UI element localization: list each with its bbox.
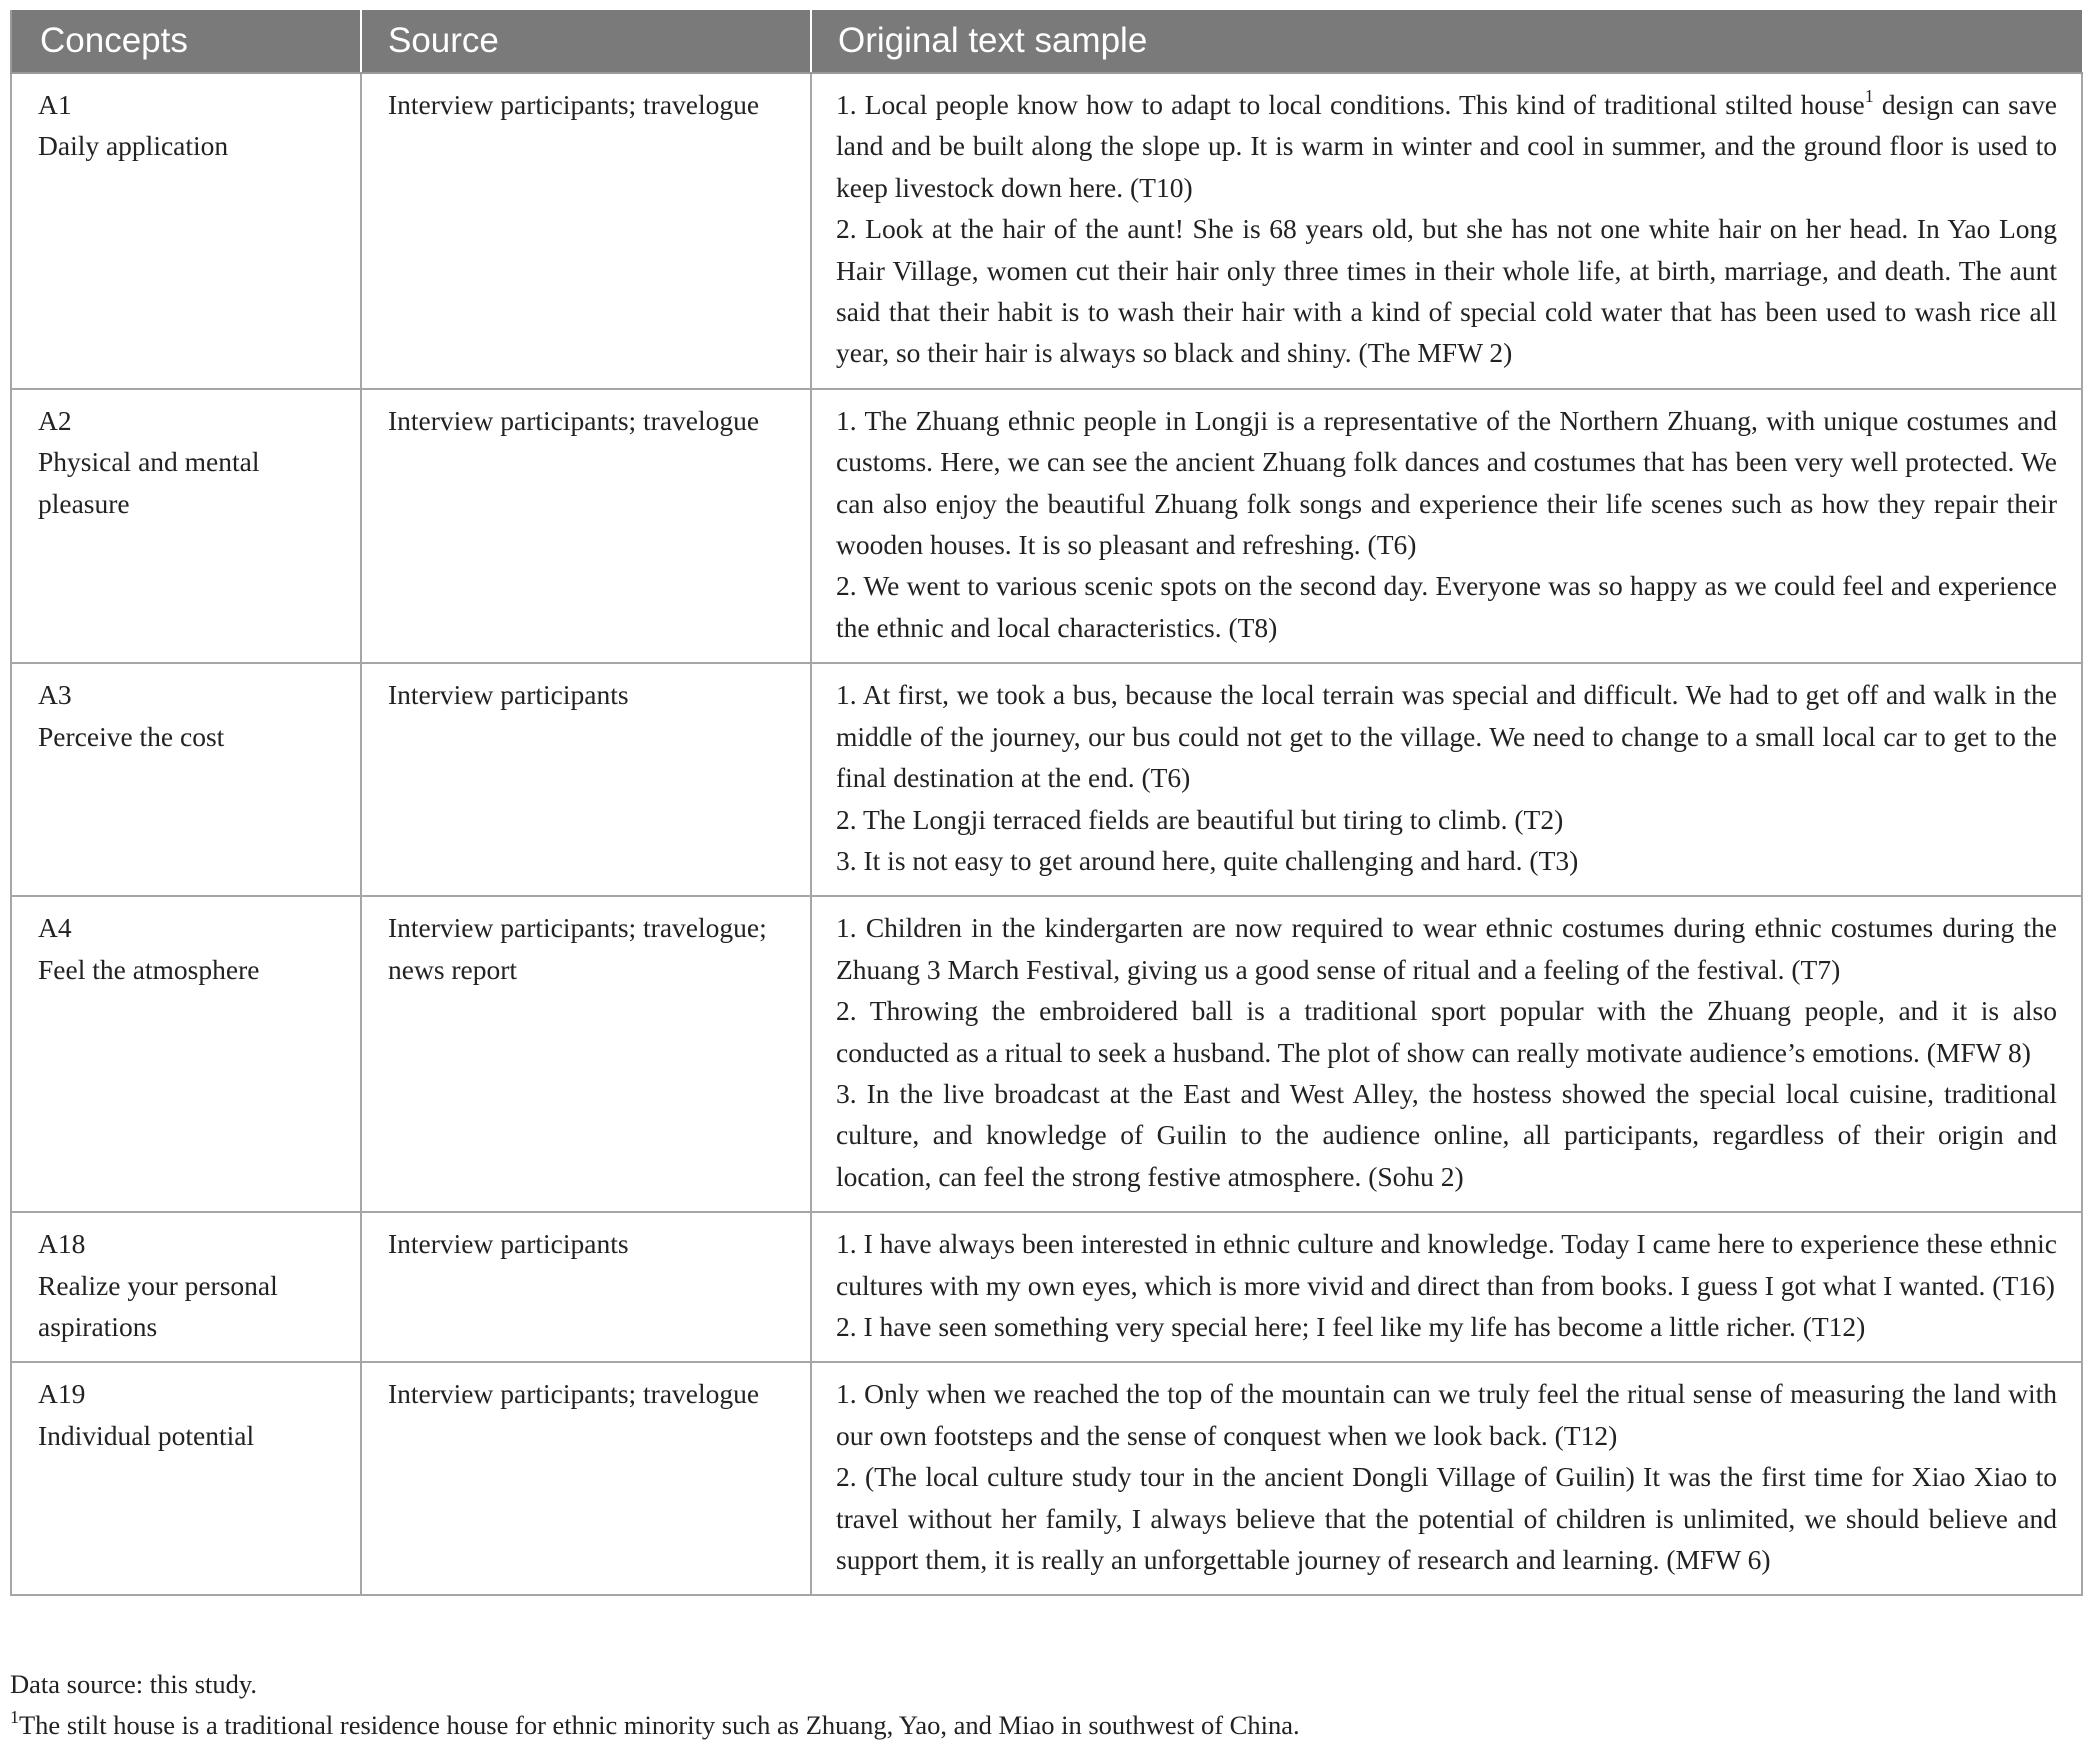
sample-text-part: 1. Only when we reached the top of the mountain can we truly feel the ritual sense of measuring the land with our own footsteps and the sense of conquest when we look back. (T12) xyxy=(836,1378,2057,1451)
footnote-1 xyxy=(10,1705,2081,1746)
sample-text-part: 2. We went to various scenic spots on the second day. Everyone was so happy as we could feel and experience the ethnic and local characteristics. (T8) xyxy=(836,570,2057,643)
sample-text xyxy=(836,1456,2057,1580)
concept-cell xyxy=(11,73,361,389)
concept-label: Perceive the cost xyxy=(38,720,225,752)
sample-text-part: 2. Throwing the embroidered ball is a traditional sport popular with the Zhuang people, and it is also conducted as a ritual to seek a husband. The plot of show can really motivate audience’s emotions. (MFW 8) xyxy=(836,995,2057,1068)
sample-text xyxy=(836,907,2057,990)
concept-id: A1 xyxy=(38,89,72,120)
source-cell: Interview participants xyxy=(361,663,811,896)
table-row xyxy=(11,1212,2082,1362)
column-header-concepts: Concepts xyxy=(11,10,361,73)
sample-text xyxy=(836,1373,2057,1456)
sample-text xyxy=(836,990,2057,1073)
data-source-note: Data source: this study. xyxy=(10,1669,258,1699)
sample-text-part: 3. In the live broadcast at the East and West Alley, the hostess showed the special local cuisine, traditional culture, and knowledge of Guilin to the audience online, all participants, regardless of their origin and location, can feel the strong festive atmosphere. (Sohu 2) xyxy=(836,1077,2057,1192)
concept-id: A18 xyxy=(38,1228,86,1260)
table-row xyxy=(11,73,2082,389)
sample-text-part: 2. The Longji terraced fields are beautiful but tiring to climb. (T2) xyxy=(836,803,1564,835)
concept-label: Physical and mental pleasure xyxy=(38,446,260,519)
concept-cell xyxy=(11,389,361,663)
footnote-text: The stilt house is a traditional residence house for ethnic minority such as Zhuang, Yao, and Miao in southwest of China. xyxy=(19,1710,1300,1740)
sample-text xyxy=(836,799,2057,840)
sample-text-part: 2. (The local culture study tour in the ancient Dongli Village of Guilin) It was the first time for Xiao Xiao to travel without her family, I always believe that the potential of children is unlimited, we should believe and support them, it is really an unforgettable journey of research and learning. (MFW 6) xyxy=(836,1461,2057,1575)
sample-text xyxy=(836,84,2057,208)
table-row xyxy=(11,1362,2082,1595)
concept-id: A2 xyxy=(38,404,72,436)
sample-text-part: 3. It is not easy to get around here, quite challenging and hard. (T3) xyxy=(836,844,1579,876)
concept-cell xyxy=(11,896,361,1212)
source-cell: Interview participants xyxy=(361,1212,811,1362)
concept-id: A19 xyxy=(38,1378,86,1410)
sample-text-part: design can save land and be built along the slope up. It is warm in winter and cool in summer, and the ground floor is used to keep livestock down here. (T10) xyxy=(836,89,2057,203)
sample-text xyxy=(836,674,2057,798)
sample-text xyxy=(836,1306,2057,1347)
sample-text xyxy=(836,1223,2057,1306)
concept-label: Individual potential xyxy=(38,1419,255,1451)
sample-text-part: 2. I have seen something very special here; I feel like my life has become a little richer. (T12) xyxy=(836,1310,1866,1342)
concept-label: Daily application xyxy=(38,130,229,162)
sample-text-part: 1. At first, we took a bus, because the local terrain was special and difficult. We had to get off and walk in the middle of the journey, our bus could not get to the village. We need to change to a small local car to get to the final destination at the end. (T6) xyxy=(836,679,2057,794)
column-header-source: Source xyxy=(361,10,811,73)
source-cell: Interview participants; travelogue; news report xyxy=(361,896,811,1212)
table-footnotes xyxy=(10,1664,2081,1746)
sample-cell xyxy=(811,73,2082,389)
column-header-original-text-sample: Original text sample xyxy=(811,10,2082,73)
sample-cell xyxy=(811,896,2082,1212)
concept-cell xyxy=(11,1212,361,1362)
concept-id: A3 xyxy=(38,679,72,711)
sample-cell xyxy=(811,1212,2082,1362)
source-cell: Interview participants; travelogue xyxy=(361,1362,811,1595)
sample-text-part: 2. Look at the hair of the aunt! She is 68 years old, but she has not one white hair on her head. In Yao Long Hair Village, women cut their hair only three times in their whole life, at birth, marriage, and death. The aunt said that their habit is to wash their hair with a kind of special cold water that has been used to wash rice all year, so their hair is always so black and shiny. (The MFW 2) xyxy=(836,213,2057,369)
sample-text-part: 1. I have always been interested in ethnic culture and knowledge. Today I came here to experience these ethnic cultures with my own eyes, which is more vivid and direct than from books. I guess I got what I wanted. (T16) xyxy=(836,1228,2057,1301)
concept-cell xyxy=(11,1362,361,1595)
sample-text xyxy=(836,565,2057,648)
concept-id: A4 xyxy=(38,912,72,944)
sample-cell xyxy=(811,1362,2082,1595)
sample-cell xyxy=(811,389,2082,663)
concept-label: Feel the atmosphere xyxy=(38,953,260,985)
sample-text-part: 1. Local people know how to adapt to local conditions. This kind of traditional stilted house xyxy=(836,89,1865,120)
sample-text xyxy=(836,840,2057,881)
sample-text-part: 1. Children in the kindergarten are now required to wear ethnic costumes during ethnic costumes during the Zhuang 3 March Festival, giving us a good sense of ritual and a feeling of the festival. (T7) xyxy=(836,912,2057,985)
concept-label: Realize your personal aspirations xyxy=(38,1269,278,1342)
source-cell: Interview participants; travelogue xyxy=(361,389,811,663)
table-row xyxy=(11,663,2082,896)
table-row xyxy=(11,389,2082,663)
concepts-table xyxy=(10,10,2083,1596)
table-row xyxy=(11,896,2082,1212)
table-body xyxy=(11,73,2082,1595)
footnote-marker: 1 xyxy=(10,1707,19,1727)
sample-text xyxy=(836,208,2057,374)
table-container xyxy=(10,10,2081,1596)
sample-text-part: 1. The Zhuang ethnic people in Longji is a representative of the Northern Zhuang, with unique costumes and customs. Here, we can see the ancient Zhuang folk dances and costumes that has been very well protected. We can also enjoy the beautiful Zhuang folk songs and experience their life scenes such as how they repair their wooden houses. It is so pleasant and refreshing. (T6) xyxy=(836,404,2057,561)
sample-text xyxy=(836,400,2057,566)
footnote-reference: 1 xyxy=(1864,86,1874,106)
source-cell: Interview participants; travelogue xyxy=(361,73,811,389)
sample-cell xyxy=(811,663,2082,896)
concept-cell xyxy=(11,663,361,896)
sample-text xyxy=(836,1073,2057,1197)
header-row xyxy=(11,10,2082,73)
